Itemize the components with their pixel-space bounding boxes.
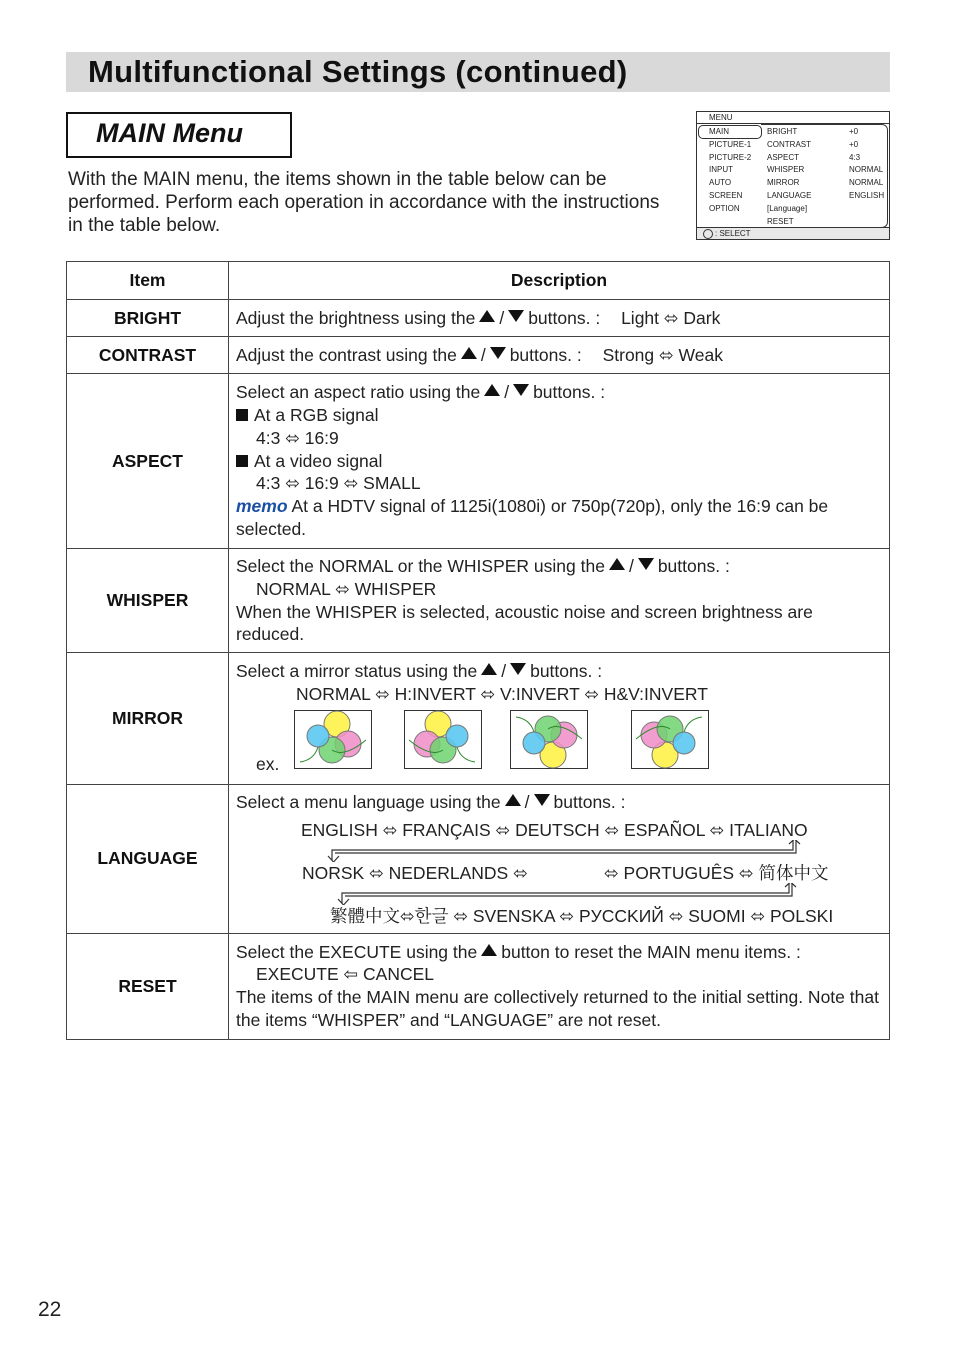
menu-screen-footer [697, 227, 889, 239]
desc-text: buttons. : [509, 344, 582, 365]
mirror-options: NORMAL ⬄ H:INVERT ⬄ V:INVERT ⬄ H&V:INVERT [296, 683, 708, 704]
menu-value: 4:3 [849, 152, 861, 162]
desc-text: Select the NORMAL or the WHISPER using the [236, 555, 605, 576]
desc-reset [229, 933, 890, 1039]
item-language: LANGUAGE [67, 784, 229, 933]
up-arrow-icon [484, 384, 500, 396]
whisper-note: When the WHISPER is selected, acoustic noise and screen brightness are reduced. [236, 601, 813, 645]
language-wrap-arrow-2 [336, 883, 816, 905]
item-bright: BRIGHT [67, 300, 229, 337]
memo-label: memo [236, 496, 288, 517]
desc-text: buttons. : [530, 661, 603, 681]
table-row-reset [67, 933, 890, 1039]
language-line-3: 繁體中文⬄한글 ⬄ SVENSKA ⬄ PУCCKИЙ ⬄ SUOMI ⬄ POLSKI [330, 906, 834, 927]
desc-sep: / [480, 344, 486, 365]
whisper-options: NORMAL ⬄ WHISPER [256, 578, 437, 599]
desc-language [229, 784, 890, 933]
desc-sep: / [628, 555, 634, 576]
up-arrow-icon [481, 944, 497, 956]
menu-mid-item: WHISPER [767, 165, 805, 175]
item-mirror: MIRROR [67, 653, 229, 785]
desc-bright [229, 300, 890, 337]
menu-screen-title-bar [697, 112, 889, 124]
desc-text: Select an aspect ratio using the [236, 382, 481, 403]
mirror-examples [294, 710, 724, 772]
menu-mid-item: ASPECT [767, 152, 800, 162]
down-arrow-icon [508, 310, 524, 322]
desc-sep: / [499, 307, 505, 328]
language-line-2b: ⬄ PORTUGUÊS ⬄ 简体中文 [604, 863, 829, 884]
bright-range: Light ⬄ Dark [621, 307, 721, 328]
menu-left-list [709, 126, 751, 216]
menu-left-item: PICTURE-1 [709, 139, 752, 149]
table-row-mirror [67, 653, 890, 785]
menu-value: ENGLISH [849, 190, 885, 200]
menu-value: NORMAL [849, 178, 884, 188]
up-arrow-icon [479, 310, 495, 322]
menu-screen-title: MENU [709, 113, 733, 122]
aspect-rgb: At a RGB signal [254, 405, 379, 425]
menu-screen-thumbnail [696, 111, 890, 240]
desc-text: Select a menu language using the [236, 791, 501, 812]
aspect-rgb-options: 4:3 ⬄ 16:9 [256, 427, 339, 448]
reset-note: The items of the MAIN menu are collectively returned to the initial setting. Note that the items “WHISPER” and “LANGUAGE” are not reset. [236, 987, 879, 1030]
up-arrow-icon [609, 558, 625, 570]
menu-left-item: PICTURE-2 [709, 152, 752, 162]
menu-value: +0 [849, 139, 859, 149]
desc-text: buttons. : [553, 791, 626, 812]
language-wrap-arrow-1 [326, 840, 806, 862]
section-title: MAIN Menu [96, 118, 243, 148]
item-whisper: WHISPER [67, 549, 229, 653]
select-button-icon [703, 229, 713, 239]
desc-text: Adjust the brightness using the [236, 307, 476, 328]
col-header-description: Description [229, 262, 890, 300]
mirror-ex-label: ex. [256, 753, 280, 774]
desc-mirror [229, 653, 890, 785]
menu-mid-item: RESET [767, 216, 794, 226]
menu-value: +0 [849, 127, 859, 136]
bullet-square-icon [236, 409, 248, 421]
down-arrow-icon [513, 384, 529, 396]
desc-sep: / [524, 791, 530, 812]
menu-mid-item: CONTRAST [767, 139, 811, 149]
aspect-video: At a video signal [254, 450, 383, 471]
menu-mid-item: [Language] [767, 203, 808, 213]
desc-contrast [229, 337, 890, 374]
up-arrow-icon [505, 794, 521, 806]
menu-mid-item: LANGUAGE [767, 190, 812, 200]
down-arrow-icon [638, 558, 654, 570]
menu-footer-text: : SELECT [715, 229, 751, 238]
menu-left-item: MAIN [709, 127, 729, 136]
mirror-example-v-invert [511, 710, 588, 768]
down-arrow-icon [490, 347, 506, 359]
table-row-contrast [67, 337, 890, 374]
mirror-example-h-invert [405, 710, 482, 768]
menu-mid-list [767, 126, 811, 228]
desc-text: Select the EXECUTE using the [236, 941, 478, 962]
memo-text: At a HDTV signal of 1125i(1080i) or 750p(720p), only the 16:9 can be selected. [236, 496, 829, 539]
table-row-bright [67, 300, 890, 337]
desc-text: buttons. : [528, 307, 601, 328]
reset-options: EXECUTE ⇦ CANCEL [256, 964, 435, 985]
page-title: Multifunctional Settings (continued) [88, 54, 628, 89]
desc-text: buttons. : [657, 555, 730, 576]
mirror-example-normal [295, 710, 372, 768]
contrast-range: Strong ⬄ Weak [602, 344, 723, 365]
intro-paragraph: With the MAIN menu, the items shown in the table below can be performed. Perform each operation in accordance with the instructions in the table below. [68, 169, 660, 236]
desc-text: buttons. : [533, 382, 606, 403]
menu-left-item: OPTION [709, 203, 740, 213]
up-arrow-icon [461, 347, 477, 359]
col-header-item: Item [67, 262, 229, 300]
menu-mid-item: MIRROR [767, 178, 800, 188]
title-bar [66, 52, 890, 92]
menu-left-item: AUTO [709, 178, 732, 188]
desc-sep: / [504, 382, 510, 403]
bullet-square-icon [236, 455, 248, 467]
menu-value-list [849, 126, 884, 203]
page-number: 22 [38, 1298, 62, 1321]
table-row-aspect [67, 374, 890, 549]
table-header-row [67, 262, 890, 300]
down-arrow-icon [534, 794, 550, 806]
desc-text: Adjust the contrast using the [236, 344, 457, 365]
item-reset: RESET [67, 933, 229, 1039]
language-line-1: ENGLISH ⬄ FRANÇAIS ⬄ DEUTSCH ⬄ ESPAÑOL ⬄ ITALIANO [301, 820, 808, 841]
desc-text: button to reset the MAIN menu items. : [501, 941, 801, 962]
mirror-example-hv-invert [632, 710, 709, 768]
desc-text: Select a mirror status using the [236, 661, 478, 681]
up-arrow-icon [481, 663, 497, 675]
desc-aspect [229, 374, 890, 549]
item-aspect: ASPECT [67, 374, 229, 549]
desc-sep: / [501, 661, 507, 681]
table-row-language [67, 784, 890, 933]
section-title-box [66, 112, 292, 158]
down-arrow-icon [510, 663, 526, 675]
menu-mid-item: BRIGHT [767, 127, 798, 136]
table-row-whisper [67, 549, 890, 653]
menu-left-item: INPUT [709, 165, 733, 175]
aspect-video-options: 4:3 ⬄ 16:9 ⬄ SMALL [256, 473, 421, 494]
main-menu-table [66, 261, 890, 1040]
menu-value: NORMAL [849, 165, 884, 175]
item-contrast: CONTRAST [67, 337, 229, 374]
menu-left-item: SCREEN [709, 190, 743, 200]
language-line-2a: NORSK ⬄ NEDERLANDS ⬄ [302, 863, 528, 884]
desc-whisper [229, 549, 890, 653]
